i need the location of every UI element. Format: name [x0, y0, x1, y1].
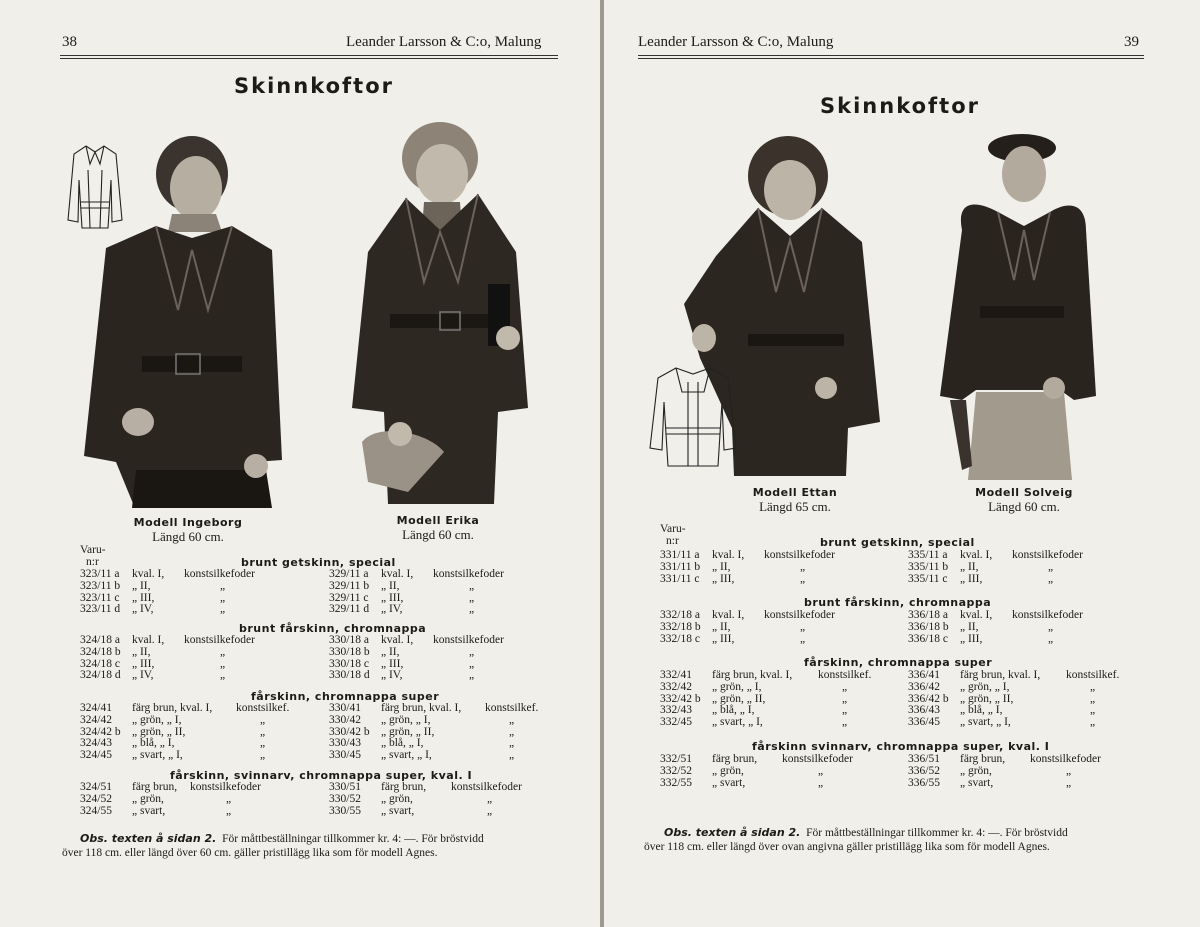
table-row: 324/18 b „ II, „: [80, 645, 226, 658]
table-row: 330/42 b „ grön, „ II, „: [329, 725, 515, 738]
table-row: 329/11 b „ II, „: [329, 579, 475, 592]
table-row: 324/42 b „ grön, „ II, „: [80, 725, 266, 738]
footnote-line1: För måttbeställningar tillkommer kr. 4: —. För bröstvidd: [222, 833, 484, 845]
section-title: brunt fårskinn, chromnappa: [239, 622, 427, 635]
caption-ingeborg: [126, 516, 250, 544]
footnote-line2: över 118 cm. eller längd över 60 cm. gäller pristillägg lika som för modell Agnes.: [62, 847, 438, 859]
section-title: fårskinn svinnarv, chromnappa super, kval. I: [752, 740, 1050, 753]
caption-erika: [376, 514, 500, 542]
table-row: 332/18 c „ III, „: [660, 632, 806, 645]
table-row: 329/11 d „ IV, „: [329, 603, 475, 616]
price-list-column: [329, 569, 504, 616]
section-title: fårskinn, chromnappa super: [804, 656, 993, 669]
table-row: 336/42 b „ grön, „ II, „: [908, 692, 1096, 705]
table-row: 330/51 färg brun, konstsilkefoder: [329, 781, 522, 793]
table-row: 336/18 a kval. I, konstsilkefoder: [908, 609, 1083, 621]
table-row: 336/41 färg brun, kval. I, konstsilkef.: [908, 669, 1120, 681]
table-row: 324/41 färg brun, kval. I, konstsilkef.: [80, 702, 290, 714]
price-list-column: [908, 754, 1101, 789]
table-row: 336/51 färg brun, konstsilkefoder: [908, 753, 1101, 765]
table-row: 335/11 a kval. I, konstsilkefoder: [908, 549, 1083, 561]
table-row: 332/51 färg brun, konstsilkefoder: [660, 753, 853, 765]
table-row: 336/18 c „ III, „: [908, 632, 1054, 645]
varu-label-line1: Varu-: [660, 523, 686, 535]
table-row: 336/52 „ grön, „: [908, 764, 1072, 777]
table-row: 324/45 „ svart, „ I, „: [80, 749, 266, 762]
table-row: 324/43 „ blå, „ I, „: [80, 737, 266, 750]
model-name-erika: Modell Erika: [396, 514, 480, 527]
table-row: 336/18 b „ II, „: [908, 620, 1054, 633]
model-length-solveig: Längd 60 cm.: [988, 499, 1060, 514]
price-list-column: [660, 670, 871, 729]
table-row: 330/18 b „ II, „: [329, 645, 475, 658]
table-row: 332/55 „ svart, „: [660, 776, 824, 789]
table-row: 324/18 c „ III, „: [80, 657, 226, 670]
table-row: 336/42 „ grön, „ I, „: [908, 680, 1096, 693]
table-row: 323/11 d „ IV, „: [80, 603, 226, 616]
jacket-sketch-right: [646, 362, 740, 472]
table-row: 336/43 „ blå, „ I, „: [908, 704, 1096, 717]
footnote-right: [644, 826, 1068, 854]
caption-ettan: [736, 486, 854, 514]
page-number-left: 38: [62, 34, 77, 50]
section-title: fårskinn, chromnappa super: [251, 690, 440, 703]
table-row: 330/18 c „ III, „: [329, 657, 475, 670]
table-row: 329/11 c „ III, „: [329, 591, 475, 604]
header-rule-right: [638, 55, 1144, 59]
table-row: 324/18 a kval. I, konstsilkefoder: [80, 634, 255, 646]
table-row: 331/11 a kval. I, konstsilkefoder: [660, 549, 835, 561]
model-length-erika: Längd 60 cm.: [402, 527, 474, 542]
varu-label-left: [80, 545, 106, 568]
table-row: 332/41 färg brun, kval. I, konstsilkef.: [660, 669, 872, 681]
price-list-column: [908, 610, 1083, 645]
table-row: 336/55 „ svart, „: [908, 776, 1072, 789]
price-list-column: [329, 782, 522, 817]
price-list-column: [80, 782, 261, 817]
table-row: 324/42 „ grön, „ I, „: [80, 713, 266, 726]
section-title: brunt getskinn, special: [820, 536, 975, 549]
table-row: 332/42 „ grön, „ I, „: [660, 680, 848, 693]
model-length-ettan: Längd 65 cm.: [759, 499, 831, 514]
table-row: 330/18 d „ IV, „: [329, 669, 475, 682]
table-row: 323/11 c „ III, „: [80, 591, 226, 604]
caption-solveig: [960, 486, 1088, 514]
footnote-left: [62, 832, 484, 860]
price-list-column: [80, 635, 255, 682]
varu-label-line2: n:r: [666, 534, 679, 547]
footnote-emphasis: Obs. texten å sidan 2.: [664, 826, 801, 839]
table-row: 330/55 „ svart, „: [329, 804, 493, 817]
table-row: 331/11 c „ III, „: [660, 572, 806, 585]
table-row: 323/11 b „ II, „: [80, 579, 226, 592]
photo-modell-ingeborg: [76, 130, 286, 510]
section-title: fårskinn, svinnarv, chromnappa super, kval. I: [170, 769, 473, 782]
footnote-emphasis: Obs. texten å sidan 2.: [80, 832, 217, 845]
model-name-ingeborg: Modell Ingeborg: [133, 516, 243, 529]
running-header-left: Leander Larsson & C:o, Malung: [346, 34, 542, 50]
table-row: 323/11 a kval. I, konstsilkefoder: [80, 568, 255, 580]
table-row: 330/45 „ svart, „ I, „: [329, 749, 515, 762]
varu-label-line2: n:r: [86, 555, 99, 568]
model-name-ettan: Modell Ettan: [752, 486, 838, 499]
table-row: 330/18 a kval. I, konstsilkefoder: [329, 634, 504, 646]
table-row: 331/11 b „ II, „: [660, 560, 806, 573]
table-row: 330/52 „ grön, „: [329, 792, 493, 805]
table-row: 324/51 färg brun, konstsilkefoder: [80, 781, 261, 793]
footnote-line2: över 118 cm. eller längd över ovan angivna gäller pristillägg lika som för modell Agnes.: [644, 841, 1050, 853]
table-row: 329/11 a kval. I, konstsilkefoder: [329, 568, 504, 580]
table-row: 335/11 c „ III, „: [908, 572, 1054, 585]
table-row: 336/45 „ svart, „ I, „: [908, 716, 1096, 729]
table-row: 324/52 „ grön, „: [80, 792, 232, 805]
table-row: 332/52 „ grön, „: [660, 764, 824, 777]
page-title-left: Skinnkoftor: [234, 74, 394, 98]
price-list-column: [660, 754, 853, 789]
price-list-column: [908, 670, 1119, 729]
table-row: 330/42 „ grön, „ I, „: [329, 713, 515, 726]
running-header-right: Leander Larsson & C:o, Malung: [638, 34, 834, 50]
right-page: [604, 0, 1200, 927]
table-row: 330/43 „ blå, „ I, „: [329, 737, 515, 750]
table-row: 332/18 b „ II, „: [660, 620, 806, 633]
model-name-solveig: Modell Solveig: [975, 486, 1073, 499]
page-number-right: 39: [1124, 34, 1139, 50]
varu-label-line1: Varu-: [80, 544, 106, 556]
header-rule-left: [60, 55, 558, 59]
table-row: 332/18 a kval. I, konstsilkefoder: [660, 609, 835, 621]
page-title-right: Skinnkoftor: [820, 94, 980, 118]
price-list-column: [80, 569, 255, 616]
varu-label-right: [660, 524, 686, 547]
table-row: 332/45 „ svart, „ I, „: [660, 716, 848, 729]
table-row: 332/42 b „ grön, „ II, „: [660, 692, 848, 705]
section-title: brunt fårskinn, chromnappa: [804, 596, 992, 609]
price-list-column: [329, 703, 538, 762]
model-length-ingeborg: Längd 60 cm.: [152, 529, 224, 544]
photo-modell-erika: [348, 112, 534, 504]
price-list-column: [908, 550, 1083, 585]
section-title: brunt getskinn, special: [241, 556, 396, 569]
price-list-column: [329, 635, 504, 682]
table-row: 332/43 „ blå, „ I, „: [660, 704, 848, 717]
footnote-line1: För måttbeställningar tillkommer kr. 4: —. För bröstvidd: [806, 827, 1068, 839]
table-row: 324/18 d „ IV, „: [80, 669, 226, 682]
photo-modell-solveig: [936, 130, 1102, 480]
table-row: 335/11 b „ II, „: [908, 560, 1054, 573]
table-row: 330/41 färg brun, kval. I, konstsilkef.: [329, 702, 539, 714]
price-list-column: [660, 550, 835, 585]
price-list-column: [660, 610, 835, 645]
price-list-column: [80, 703, 289, 762]
table-row: 324/55 „ svart, „: [80, 804, 232, 817]
